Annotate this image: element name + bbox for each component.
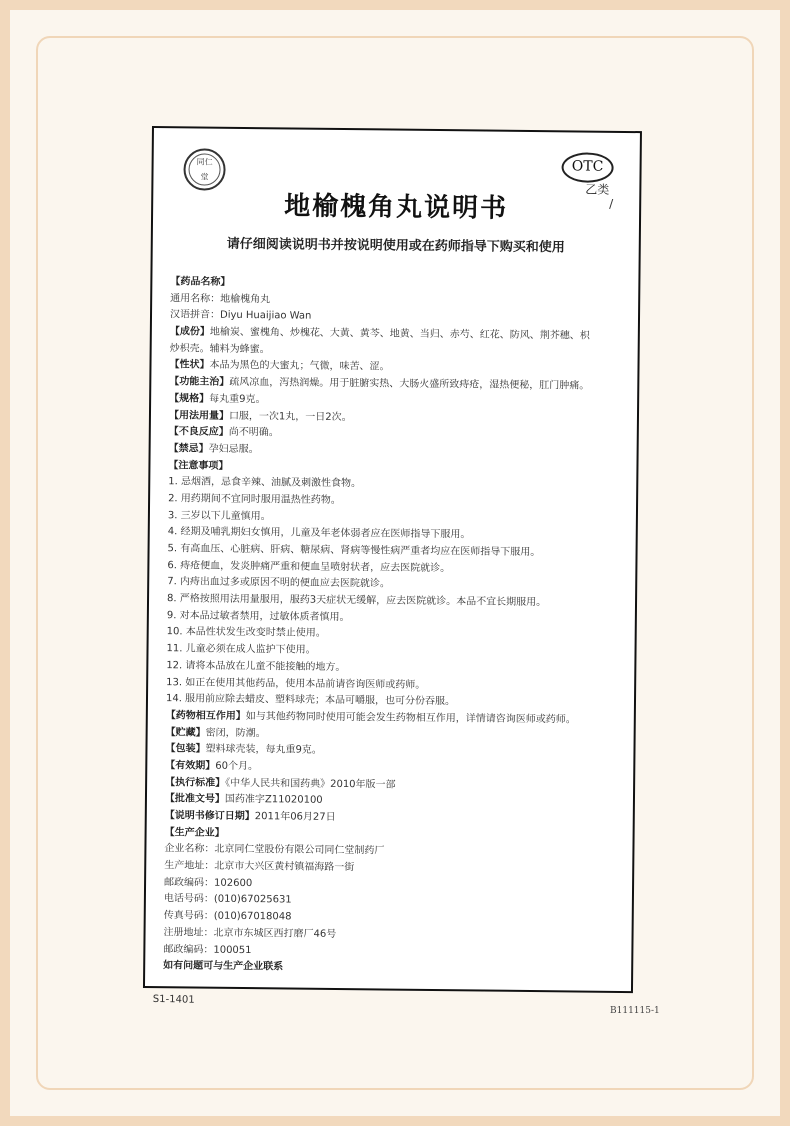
section-text: 如与其他药物同时使用可能会发生药物相互作用，详情请咨询医师或药师。 — [245, 710, 576, 726]
section-text: 10. 本品性状发生改变时禁止使用。 — [166, 626, 326, 640]
print-code: B111115-1 — [610, 1006, 660, 1016]
section-text: 13. 如正在使用其他药品，使用本品前请咨询医师或药师。 — [166, 676, 426, 691]
section-label: 【生产企业】 — [164, 826, 225, 839]
section-label: 【有效期】 — [165, 760, 216, 772]
section-text: 9. 对本品过敏者禁用，过敏体质者慎用。 — [166, 609, 350, 623]
section-label: 【贮藏】 — [165, 726, 206, 739]
section-text: 生产地址：北京市大兴区黄村镇福海路一街 — [164, 860, 355, 874]
section-text: 6. 痔疮便血，发炎肿痛严重和便血呈喷射状者，应去医院就诊。 — [167, 559, 451, 574]
otc-badge: OTC — [561, 152, 613, 183]
section-text: 尚不明确。 — [228, 427, 279, 439]
section-label: 【性状】 — [169, 359, 210, 372]
section-text: 2011年06月27日 — [254, 811, 336, 823]
section-text: 塑料球壳装，每丸重9克。 — [205, 743, 322, 757]
section-text: 地榆炭、蜜槐角、炒槐花、大黄、黄芩、地黄、当归、赤芍、红花、防风、荆芥穗、枳 — [209, 326, 590, 342]
brand-logo-icon: 同仁 堂 — [183, 148, 225, 190]
section-text: 汉语拼音：Diyu Huaijiao Wan — [169, 309, 312, 323]
section-text: 11. 儿童必须在成人监护下使用。 — [166, 643, 316, 656]
tick-mark: / — [609, 196, 614, 211]
section-text: 每丸重9克。 — [209, 393, 266, 406]
leaflet-body — [163, 274, 630, 980]
section-text: 8. 严格按照用法用量服用，服药3天症状无缓解，应去医院就诊。本品不宜长期服用。 — [166, 593, 547, 609]
section-label: 【注意事项】 — [168, 459, 229, 472]
section-text: 电话号码：(010)67025631 — [163, 893, 292, 906]
leaflet-line — [163, 958, 623, 980]
section-label: 【药品名称】 — [170, 276, 231, 288]
section-label: 【包装】 — [165, 743, 206, 755]
section-text: 2. 用药期间不宜同时服用温热性药物。 — [168, 493, 341, 506]
section-text: 密闭，防潮。 — [205, 727, 266, 739]
section-label: 【药物相互作用】 — [165, 710, 246, 722]
section-text: 《中华人民共和国药典》2010年版一部 — [225, 777, 396, 791]
section-label: 【执行标准】 — [165, 776, 226, 789]
document-subtitle: 请仔细阅读说明书并按说明使用或在药师指导下购买和使用 — [226, 236, 565, 256]
section-label: 【说明书修订日期】 — [164, 810, 255, 823]
section-label: 【规格】 — [169, 393, 210, 405]
section-text: 14. 服用前应除去蜡皮、塑料球壳；本品可嚼服，也可分份吞服。 — [165, 693, 456, 708]
otc-class-label: 乙类 — [585, 182, 610, 197]
section-text: 注册地址：北京市东城区西打磨厂46号 — [163, 926, 337, 940]
section-text: 炒枳壳。辅料为蜂蜜。 — [169, 342, 270, 355]
instruction-leaflet — [143, 126, 642, 1006]
section-label: 【禁忌】 — [168, 443, 209, 455]
section-label: 【不良反应】 — [168, 426, 229, 439]
section-text: 本品为黑色的大蜜丸；气微，味苦、涩。 — [209, 360, 390, 373]
section-text: 5. 有高血压、心脏病、肝病、糖尿病、肾病等慢性病严重者均应在医师指导下服用。 — [167, 543, 541, 559]
section-label: 如有问题可与生产企业联系 — [163, 960, 284, 973]
section-label: 【功能主治】 — [169, 376, 230, 388]
section-text: 12. 请将本品放在儿童不能接触的地方。 — [166, 659, 346, 673]
section-text: 口服，一次1丸，一日2次。 — [228, 410, 352, 423]
section-text: 孕妇忌服。 — [208, 443, 259, 456]
section-text: 邮政编码：100051 — [163, 943, 252, 956]
section-text: 企业名称：北京同仁堂股份有限公司同仁堂制药厂 — [164, 843, 385, 857]
section-text: 通用名称：地榆槐角丸 — [170, 292, 271, 305]
section-text: 60个月。 — [215, 760, 259, 773]
section-text: 4. 经期及哺乳期妇女慎用，儿童及年老体弱者应在医师指导下服用。 — [167, 526, 471, 541]
section-text: 1. 忌烟酒，忌食辛辣、油腻及刺激性食物。 — [168, 476, 362, 490]
section-text: 传真号码：(010)67018048 — [163, 910, 292, 923]
section-label: 【批准文号】 — [164, 793, 226, 806]
document-title: 地榆槐角丸说明书 — [283, 191, 509, 224]
section-text: 国药准字Z11020100 — [224, 794, 323, 807]
section-text: 邮政编码：102600 — [164, 876, 253, 889]
section-label: 【用法用量】 — [168, 409, 230, 422]
section-label: 【成份】 — [169, 326, 210, 338]
leaflet-code: S1-1401 — [152, 993, 195, 1006]
section-text: 3. 三岁以下儿童慎用。 — [167, 509, 271, 522]
section-text: 7. 内痔出血过多或原因不明的便血应去医院就诊。 — [167, 576, 391, 590]
section-text: 疏风凉血，泻热润燥。用于脏腑实热、大肠火盛所致痔疮，湿热便秘，肛门肿痛。 — [229, 376, 590, 392]
